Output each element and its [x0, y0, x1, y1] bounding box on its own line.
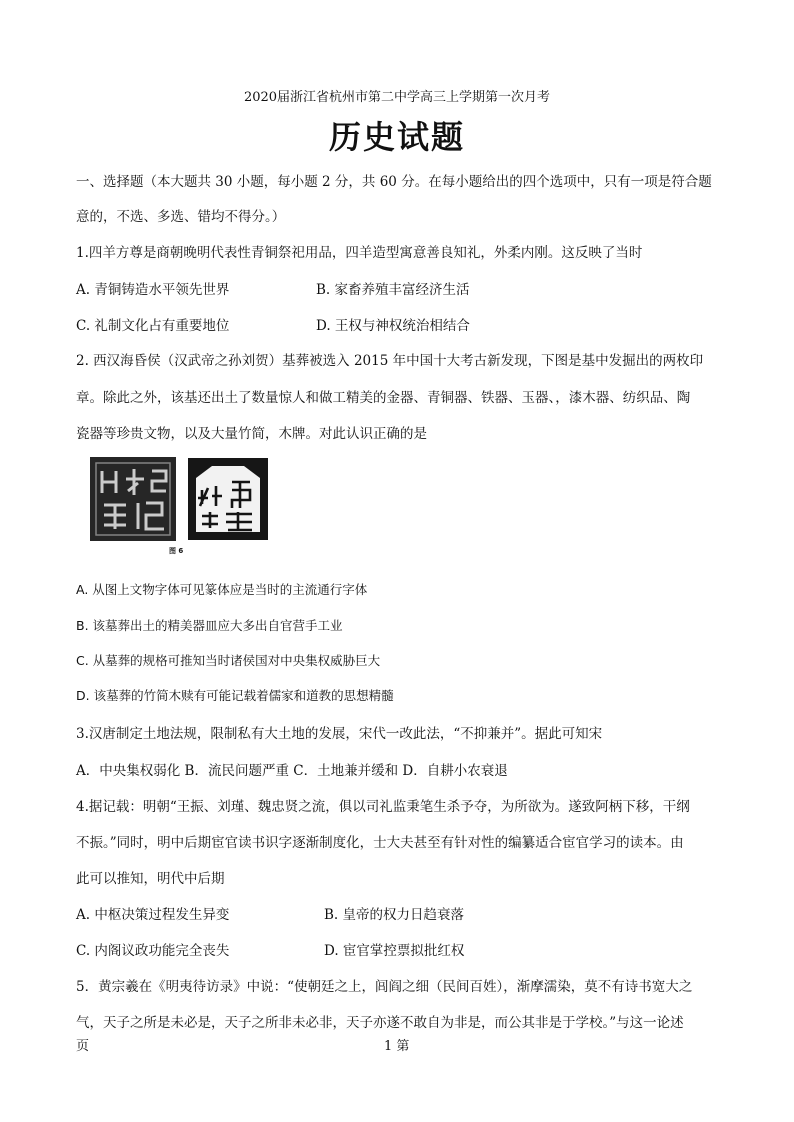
section-intro-line2: 意的，不选、多选、错均不得分。）	[76, 209, 286, 225]
q3-options: A．中央集权弱化 B．流民问题严重 C．土地兼并缓和 D．自耕小农衰退	[76, 763, 508, 779]
footer-left: 页	[76, 1039, 90, 1054]
q4-option-b: B. 皇帝的权力日趋衰落	[324, 907, 465, 923]
q2-option-c: C. 从墓葬的规格可推知当时诸侯国对中央集权威胁巨大	[76, 653, 381, 668]
seal-image-right	[188, 458, 268, 540]
q2-stem-line1: 2. 西汉海昏侯（汉武帝之孙刘贺）基葬被选入 2015 年中国十大考古新发现，下图是基中发掘出的两枚印	[76, 353, 704, 369]
q4-stem-line2: 不振。”同时，明中后期宦官读书识字逐渐制度化，士大夫甚至有针对性的编纂适合宦官学习的读本。由	[76, 835, 684, 851]
q2-option-a: A. 从图上文物字体可见篆体应是当时的主流通行字体	[76, 582, 368, 597]
q5-stem-line2: 气，天子之所是未必是，天子之所非未必非，天子亦遂不敢自为非是，而公其非是于学校。”与这一论述	[76, 1015, 684, 1031]
q4-option-d: D. 宦官掌控票拟批红权	[324, 943, 465, 959]
q4-option-a: A. 中枢决策过程发生异变	[76, 907, 230, 923]
q3-stem: 3.汉唐制定土地法规，限制私有大土地的发展，宋代一改此法，“不抑兼并”。据此可知宋	[76, 726, 603, 742]
q1-option-d: D. 王权与神权统治相结合	[316, 318, 470, 334]
page-title: 历史试题	[328, 118, 465, 156]
page-number: 1 第	[384, 1039, 410, 1054]
q2-stem-line2: 章。除此之外，该基还出土了数量惊人和做工精美的金器、青铜器、铁器、玉器、，漆木器、纺织品、陶	[76, 390, 691, 406]
q1-option-a: A. 青铜铸造水平领先世界	[76, 282, 230, 298]
seal-right-glyphs	[188, 458, 268, 540]
seal-image-left	[90, 457, 176, 541]
q2-option-d: D. 该墓葬的竹简木赎有可能记载着儒家和道教的思想精髓	[76, 688, 394, 703]
section-intro-line1: 一、选择题（本大题共 30 小题，每小题 2 分，共 60 分。在每小题给出的四个选项中，只有一项是符合题	[76, 174, 712, 190]
seal-left-glyphs	[90, 457, 176, 541]
q4-stem-line1: 4.据记载：明朝“王振、刘瑾、魏忠贤之流，俱以司礼监秉笔生杀予夺，为所欲为。遂致阿柄下移，干纲	[76, 799, 690, 815]
q4-stem-line3: 此可以推知，明代中后期	[76, 871, 225, 887]
q5-stem-line1: 5．黄宗羲在《明夷待访录》中说：“使朝廷之上，闾阎之细（民间百姓），渐摩濡染，莫不有诗书宽大之	[76, 979, 693, 995]
figure-caption: 图 6	[169, 547, 184, 555]
q2-option-b: B. 该墓葬出土的精美器皿应大多出自官营手工业	[76, 618, 343, 633]
q4-option-c: C. 内阁议政功能完全丧失	[76, 943, 230, 959]
q2-stem-line3: 瓷器等珍贵文物，以及大量竹简，木牌。对此认识正确的是	[76, 426, 427, 442]
q1-option-c: C. 礼制文化占有重要地位	[76, 318, 230, 334]
q1-stem: 1.四羊方尊是商朝晚明代表性青铜祭祀用品，四羊造型寓意善良知礼，外柔内刚。这反映了当时	[76, 245, 643, 261]
q1-option-b: B. 家畜养殖丰富经济生活	[316, 282, 470, 298]
exam-header: 2020届浙江省杭州市第二中学高三上学期第一次月考	[243, 90, 551, 105]
